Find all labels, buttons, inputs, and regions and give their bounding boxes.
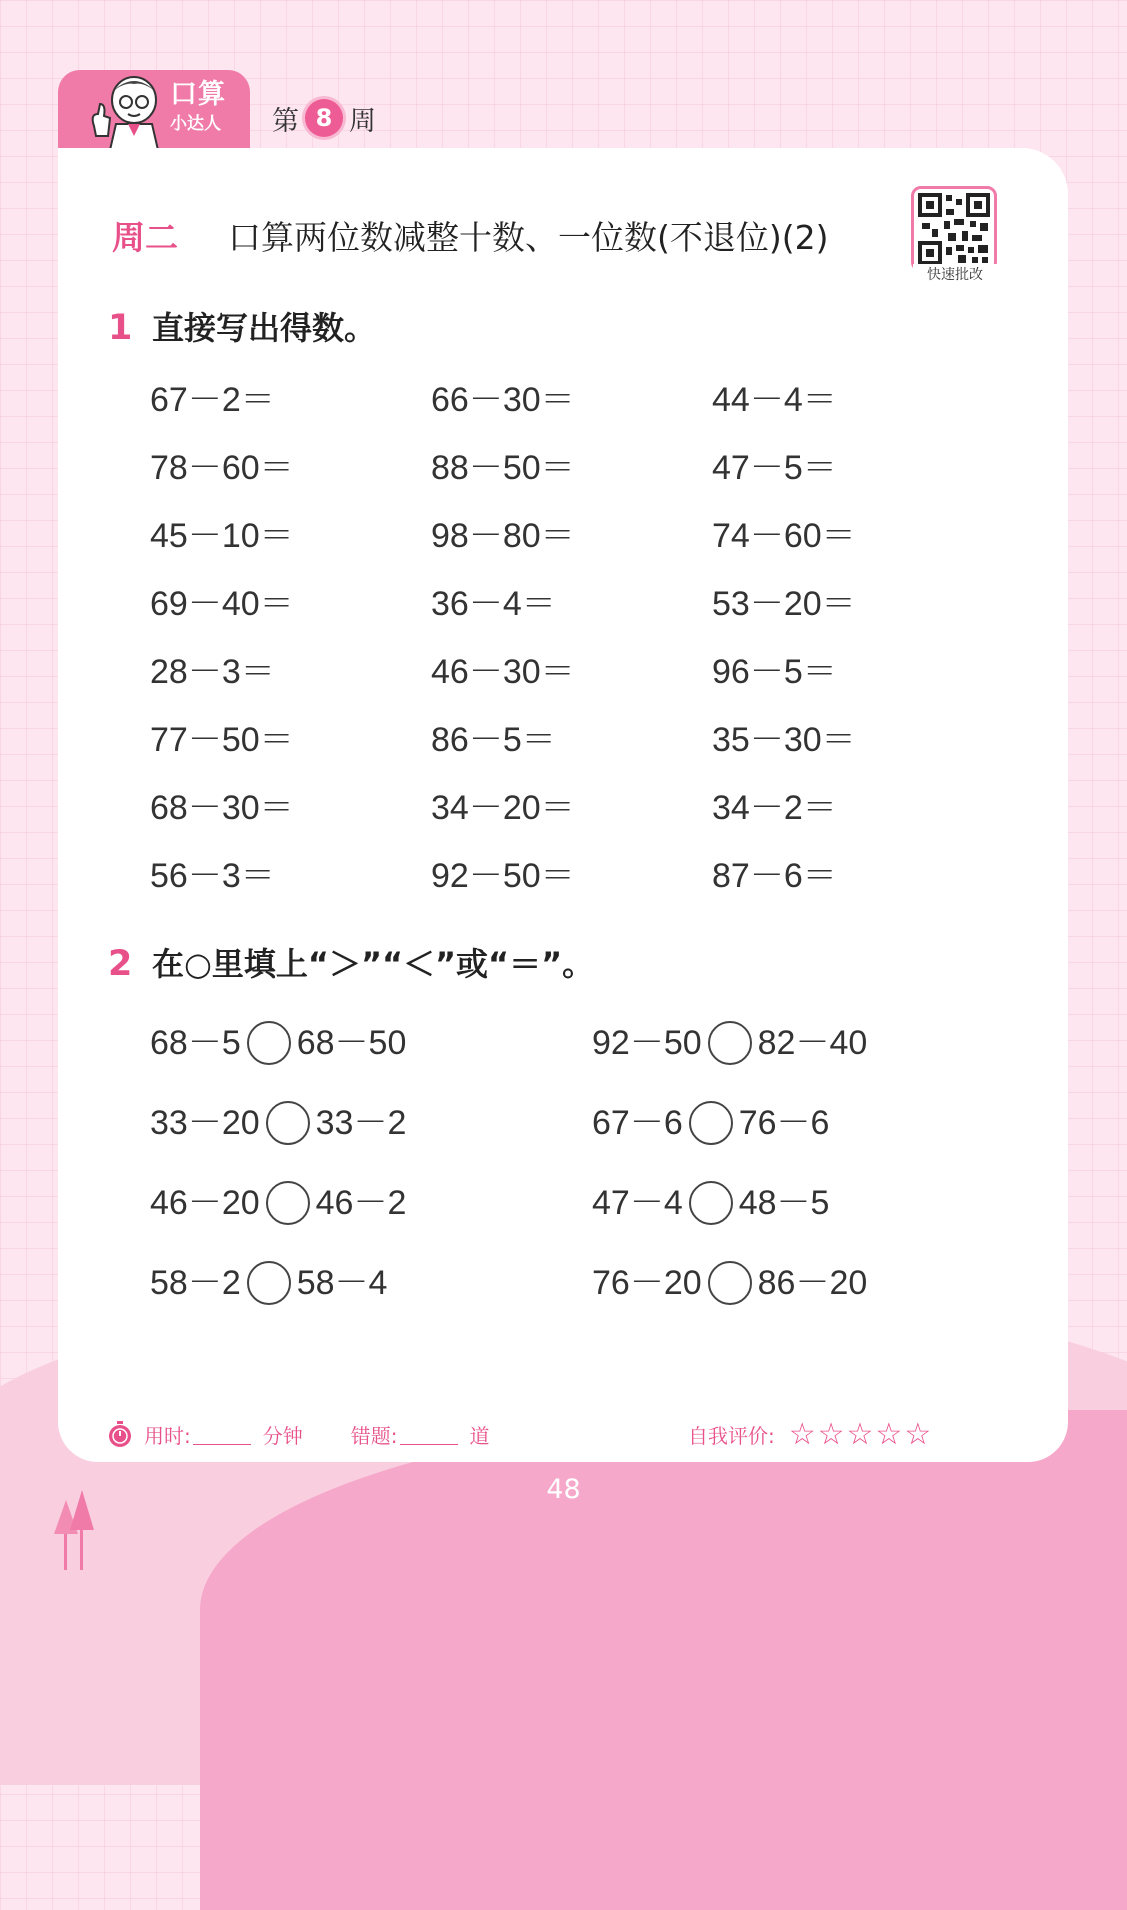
problem: 34－20＝ [431,789,575,827]
comparison-item [150,1099,406,1147]
comparison-right: 82－40 [757,1024,868,1062]
tab-title: 口算 [170,79,226,110]
lesson-day: 周二 [112,218,178,257]
comparison-left: 47－4 [592,1184,683,1222]
problem: 35－30＝ [712,721,856,759]
comparison-left: 68－5 [150,1024,241,1062]
qr-label: 快速批改 [913,264,997,286]
comparison-right: 46－2 [315,1184,407,1222]
section-1-title: 直接写出得数。 [152,309,377,347]
problem: 46－30＝ [431,653,575,691]
problem: 88－50＝ [431,449,575,487]
page-number: 48 [546,1474,581,1505]
week-suffix: 周 [349,105,376,137]
comparison-left: 46－20 [150,1184,260,1222]
comparison-right: 58－4 [296,1264,388,1302]
problem: 47－5＝ [712,449,837,487]
comparison-right: 68－50 [296,1024,407,1062]
problem: 34－2＝ [712,789,837,827]
problem: 56－3＝ [150,857,275,895]
comparison-item [592,1019,867,1067]
problem: 98－80＝ [431,517,575,555]
stopwatch-icon [106,1420,134,1448]
answer-circle-input[interactable] [247,1261,291,1305]
section-2-title: 在○里填上“＞”“＜”或“＝”。 [152,945,595,983]
problem: 87－6＝ [712,857,837,895]
problem: 92－50＝ [431,857,575,895]
qr-code[interactable] [911,186,997,272]
comparison-right: 76－6 [738,1104,830,1142]
lesson-title: 口算两位数减整十数、一位数(不退位)(2) [228,218,829,257]
week-indicator [272,96,376,140]
problem: 53－20＝ [712,585,856,623]
problem: 36－4＝ [431,585,556,623]
comparison-left: 92－50 [592,1024,702,1062]
comparison-item [150,1259,387,1307]
comparison-left: 33－20 [150,1104,260,1142]
section-2-number: 2 [108,944,133,984]
footer-right [688,1414,933,1454]
comparison-item [592,1099,829,1147]
answer-circle-input[interactable] [689,1181,733,1225]
problem: 77－50＝ [150,721,294,759]
rating-stars-input[interactable]: ☆☆☆☆☆ [788,1416,934,1452]
answer-circle-input[interactable] [247,1021,291,1065]
mascot-boy-icon [84,74,168,150]
comparison-item [150,1179,406,1227]
problem: 45－10＝ [150,517,294,555]
time-blank-input[interactable] [193,1424,251,1445]
problem: 67－2＝ [150,381,275,419]
qr-code-icon [914,189,994,269]
comparison-left: 58－2 [150,1264,241,1302]
rating-label: 自我评价: [688,1423,775,1448]
section-1-number: 1 [108,308,133,348]
problem: 96－5＝ [712,653,837,691]
problem: 68－30＝ [150,789,294,827]
answer-circle-input[interactable] [708,1021,752,1065]
week-number-badge: 8 [305,99,343,137]
problem: 78－60＝ [150,449,294,487]
problem: 74－60＝ [712,517,856,555]
time-label: 用时: [144,1423,191,1448]
time-unit: 分钟 [262,1423,303,1448]
problem: 44－4＝ [712,381,837,419]
problem: 69－40＝ [150,585,294,623]
tab-subtitle: 小达人 [170,114,221,134]
answer-circle-input[interactable] [266,1181,310,1225]
errors-label: 错题: [350,1423,398,1448]
footer-left [106,1414,490,1454]
comparison-right: 33－2 [315,1104,407,1142]
comparison-item [150,1019,406,1067]
errors-unit: 道 [469,1423,490,1448]
week-prefix: 第 [272,105,299,137]
comparison-right: 48－5 [738,1184,830,1222]
comparison-item [592,1259,867,1307]
answer-circle-input[interactable] [708,1261,752,1305]
comparison-left: 76－20 [592,1264,702,1302]
comparison-left: 67－6 [592,1104,683,1142]
problem: 86－5＝ [431,721,556,759]
answer-circle-input[interactable] [266,1101,310,1145]
answer-circle-input[interactable] [689,1101,733,1145]
errors-blank-input[interactable] [400,1424,458,1445]
problem: 28－3＝ [150,653,275,691]
comparison-right: 86－20 [757,1264,868,1302]
problem: 66－30＝ [431,381,575,419]
comparison-item [592,1179,829,1227]
